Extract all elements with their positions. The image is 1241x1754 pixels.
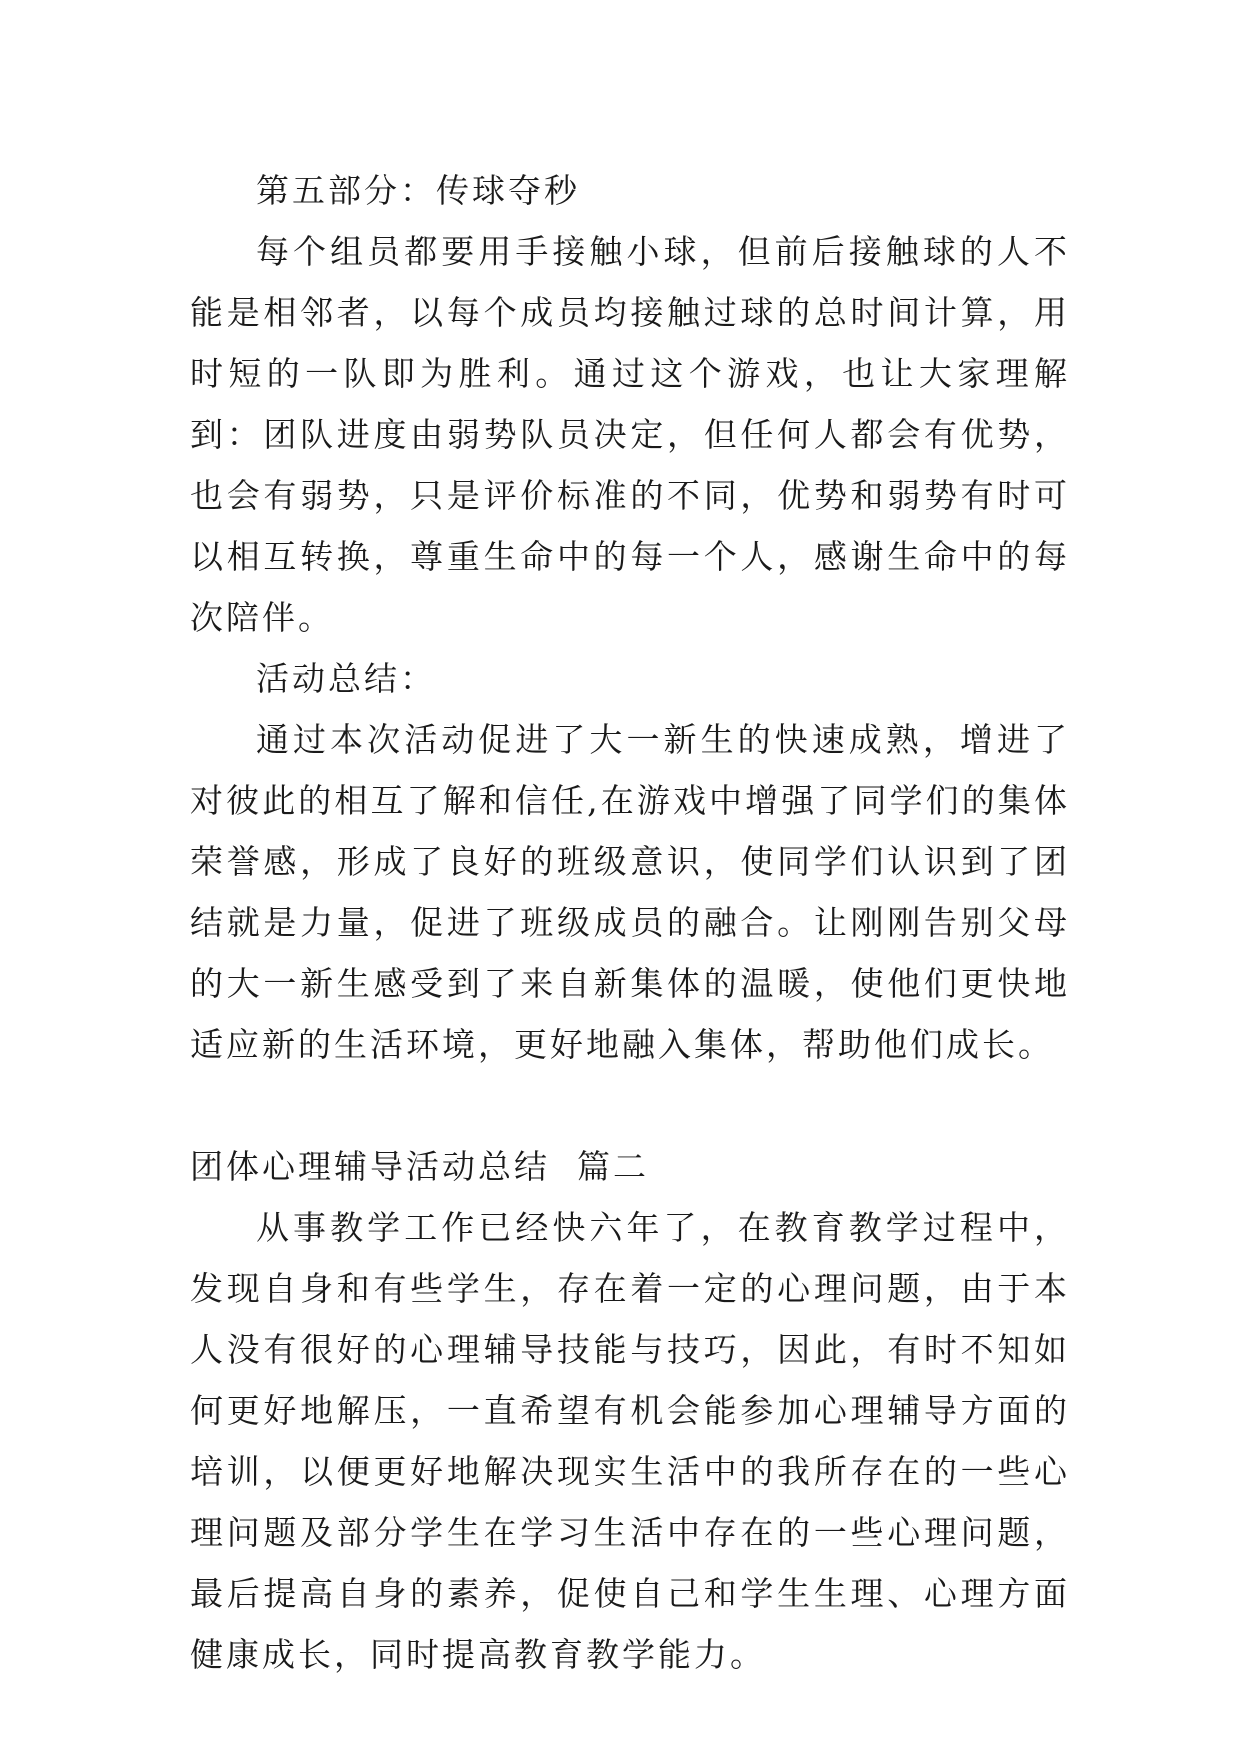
part5-paragraph: 每个组员都要用手接触小球，但前后接触球的人不能是相邻者，以每个成员均接触过球的总时间计算，用时短的一队即为胜利。通过这个游戏，也让大家理解到：团队进度由弱势队员决定，但任何人都会有优势，也会有弱势，只是评价标准的不同，优势和弱势有时可以相互转换，尊重生命中的每一个人，感谢生命中的每次陪伴。	[190, 232, 1070, 637]
section-gap	[190, 1075, 1070, 1136]
summary-paragraph: 通过本次活动促进了大一新生的快速成熟，增进了对彼此的相互了解和信任,在游戏中增强了同学们的集体荣誉感，形成了良好的班级意识，使同学们认识到了团结就是力量，促进了班级成员的融合。让刚刚告别父母的大一新生感受到了来自新集体的温暖，使他们更快地适应新的生活环境，更好地融入集体，帮助他们成长。	[190, 720, 1070, 1064]
article2-title: 团体心理辅导活动总结 篇二	[190, 1147, 649, 1186]
summary-heading: 活动总结：	[256, 659, 436, 698]
document-body	[190, 160, 1070, 1685]
part5-heading: 第五部分：传球夺秒	[256, 171, 580, 210]
article2-paragraph: 从事教学工作已经快六年了，在教育教学过程中，发现自身和有些学生，存在着一定的心理问题，由于本人没有很好的心理辅导技能与技巧，因此，有时不知如何更好地解压，一直希望有机会能参加心理辅导方面的培训，以便更好地解决现实生活中的我所存在的一些心理问题及部分学生在学习生活中存在的一些心理问题，最后提高自身的素养，促使自己和学生生理、心理方面健康成长，同时提高教育教学能力。	[190, 1208, 1070, 1674]
